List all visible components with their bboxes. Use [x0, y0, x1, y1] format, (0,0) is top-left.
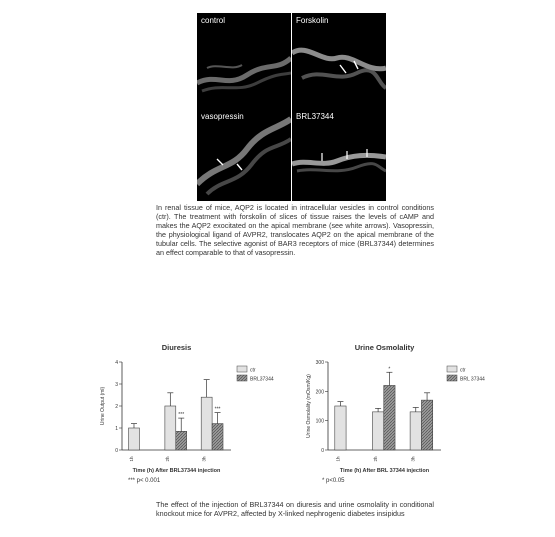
legend-label: ctr [460, 367, 466, 374]
bar [129, 428, 140, 450]
significance-marker: *** [178, 412, 185, 419]
legend-label: BRL37344 [250, 376, 274, 383]
bar [165, 406, 176, 450]
panel-label: control [201, 16, 226, 25]
x-tick-label: 3h [410, 456, 416, 462]
y-tick-label: 0 [321, 448, 324, 454]
x-tick-label: 1h [128, 456, 134, 462]
legend-swatch [237, 375, 247, 381]
bar [421, 400, 432, 450]
bar [335, 406, 346, 450]
chart-title: Diuresis [161, 343, 192, 352]
micrograph-vasopressin-image [197, 109, 291, 201]
y-tick-label: 3 [115, 382, 118, 388]
y-tick-label: 0 [115, 448, 118, 454]
y-tick-label: 300 [315, 360, 324, 366]
x-tick-label: 2h [165, 456, 171, 462]
y-tick-label: 1 [115, 426, 118, 432]
x-axis-label: Time (h) After BRL 37344 injection [339, 468, 430, 474]
panel-label: Forskolin [296, 16, 329, 25]
osmolality-chart [296, 340, 506, 475]
micrograph-control-image [197, 13, 291, 109]
y-tick-label: 100 [315, 418, 324, 425]
top-caption: In renal tissue of mice, AQP2 is located in intracellular vesicles in control conditions (ctr). The treatment with forskolin of slices of tissue raises the levels of cAMP and makes the AQP2 exocitated on the apical membrane (see white arrows). Vasopressin, the physiological ligand of AVPR2, translocates AQP2 on the apical membrane of the tubular cells. The selective agonist of BAR3 receptors of mice (BRL37344) determines an effect comparable to that of vasopressin. [156, 203, 434, 257]
chart-title: Urine Osmolality [354, 343, 415, 352]
legend-swatch [447, 375, 457, 381]
bar [176, 431, 187, 450]
micrograph-brl37344 [292, 109, 386, 201]
bar [372, 412, 383, 450]
legend-label: BRL 37344 [460, 376, 485, 383]
y-tick-label: 200 [315, 389, 324, 396]
osmolality-footnote: * p<0.05 [322, 478, 345, 484]
bar [410, 412, 421, 450]
legend-swatch [237, 366, 247, 372]
significance-marker: *** [214, 406, 221, 413]
bar [201, 397, 212, 450]
y-tick-label: 4 [115, 360, 118, 366]
y-tick-label: 2 [115, 404, 118, 410]
bar [384, 385, 395, 450]
micrograph-forskolin [292, 13, 386, 109]
bottom-caption: The effect of the injection of BRL37344 on diuresis and urine osmolality in conditional knockout mice for AVPR2, affected by X-linked nephrogenic diabetes insipidus [156, 500, 434, 518]
legend-label: ctr [250, 367, 256, 374]
diuresis-chart [96, 340, 301, 475]
panel-label: BRL37344 [296, 112, 334, 121]
legend-swatch [447, 366, 457, 372]
y-axis-label: Urine Output (ml) [100, 386, 106, 426]
bar [212, 424, 223, 450]
x-axis-label: Time (h) After BRL37344 injection [132, 468, 221, 474]
diuresis-chart-svg [96, 340, 301, 475]
significance-marker: * [388, 366, 391, 373]
micrograph-vasopressin [197, 109, 291, 201]
micrograph-forskolin-image [292, 13, 386, 109]
x-tick-label: 1h [335, 456, 341, 462]
micrograph-control [197, 13, 291, 109]
y-axis-label: Urine Osmolality (mOsm/Kg) [306, 374, 312, 438]
diuresis-footnote: *** p< 0.001 [128, 478, 161, 484]
osmolality-chart-svg [296, 340, 506, 475]
micrograph-brl37344-image [292, 109, 386, 201]
panel-label: vasopressin [201, 112, 244, 121]
x-tick-label: 2h [372, 456, 378, 462]
x-tick-label: 3h [201, 456, 207, 462]
